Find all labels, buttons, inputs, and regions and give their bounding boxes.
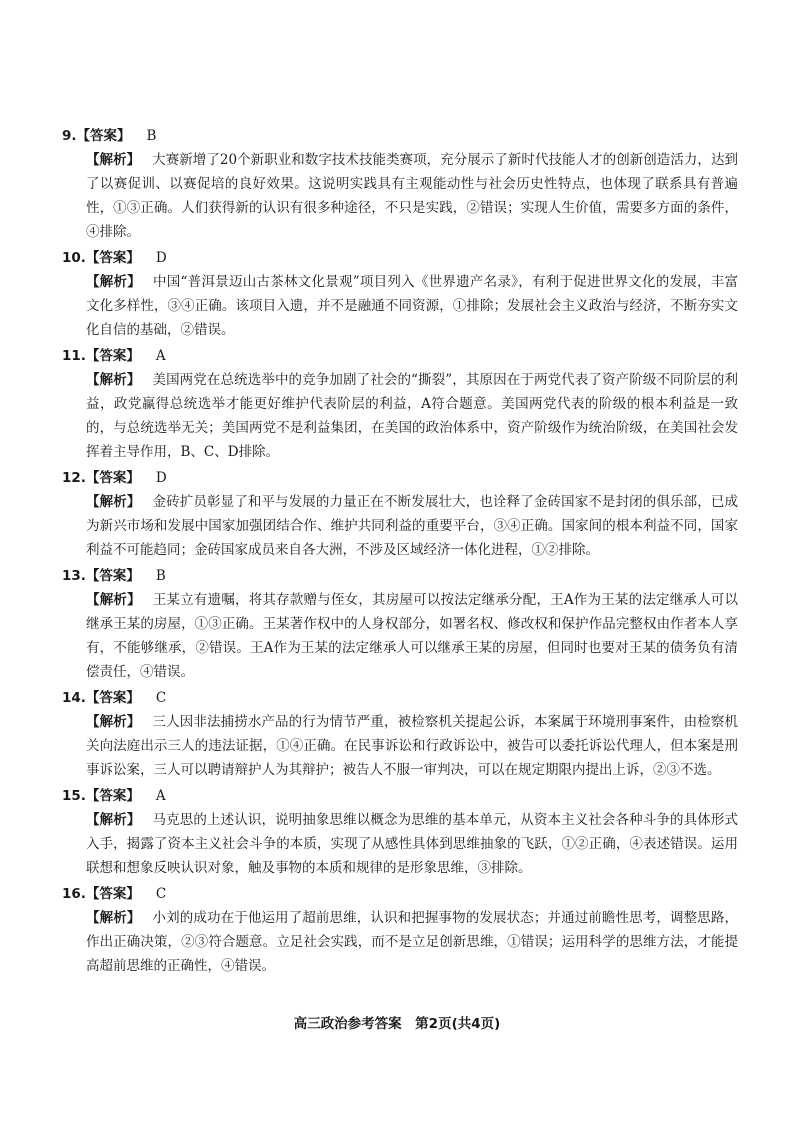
answer-line — [62, 564, 736, 588]
answer-line — [62, 124, 736, 148]
analysis-text: 大赛新增了20个新职业和数字技术技能类赛项，充分展示了新时代技能人才的创新创造活力，达到了以赛促训、以赛促培的良好效果。这说明实践具有主观能动性与社会历史性特点，也体现了联系具有普遍性，①③正确。人们获得新的认识有很多种途径，不只是实践，②错误；实现人生价值，需要多方面的条件，④排除。 — [86, 152, 739, 240]
page-footer: 高三政治参考答案 第2页(共4页) — [293, 1016, 501, 1032]
answer-item-11 — [62, 344, 739, 464]
analysis-block — [86, 588, 738, 684]
analysis-block — [86, 368, 738, 464]
answer-item-16 — [62, 882, 739, 978]
answer-tag: 【答案】 — [85, 886, 140, 902]
answer-value: A — [155, 348, 166, 364]
analysis-block — [86, 270, 738, 342]
analysis-text: 中国“普洱景迈山古茶林文化景观”项目列入《世界遗产名录》，有利于促进世界文化的发展，丰富文化多样性，③④正确。该项目入遗，并不是融通不同资源，①排除；发展社会主义政治与经济，不断夯实文化自信的基础，②错误。 — [86, 274, 739, 338]
question-number: 15. — [62, 788, 86, 804]
answer-value: C — [155, 690, 167, 706]
analysis-text: 三人因非法捕捞水产品的行为情节严重，被检察机关提起公诉，本案属于环境刑事案件，由检察机关向法庭出示三人的违法证据，①④正确。在民事诉讼和行政诉讼中，被告可以委托诉讼代理人，但本案是刑事诉讼案，三人可以聘请辩护人为其辩护；被告人不服一审判决，可以在规定期限内提出上诉，②③不选。 — [86, 714, 739, 778]
analysis-text: 金砖扩员彰显了和平与发展的力量正在不断发展壮大，也诠释了金砖国家不是封闭的俱乐部，已成为新兴市场和发展中国家加强团结合作、维护共同利益的重要平台，③④正确。国家间的根本利益不同，国家利益不可能趋同；金砖国家成员来自各大洲，不涉及区域经济一体化进程，①②排除。 — [86, 494, 739, 558]
analysis-tag: 【解析】 — [86, 910, 141, 926]
answer-tag: 【答案】 — [85, 690, 140, 706]
answer-item-12 — [62, 466, 739, 562]
answer-tag: 【答案】 — [76, 128, 131, 144]
question-number: 12. — [62, 470, 86, 486]
answer-tag: 【答案】 — [85, 250, 140, 266]
answer-tag: 【答案】 — [85, 788, 140, 804]
answer-item-10 — [62, 246, 739, 342]
answer-line — [62, 686, 736, 710]
answer-line — [62, 344, 736, 368]
question-number: 10. — [62, 250, 86, 266]
answer-item-15 — [62, 784, 739, 880]
answer-value: A — [155, 788, 166, 804]
answer-value: D — [155, 250, 167, 266]
analysis-tag: 【解析】 — [86, 372, 141, 388]
analysis-tag: 【解析】 — [86, 592, 141, 608]
question-number: 13. — [62, 568, 86, 584]
question-number: 9. — [62, 128, 77, 144]
analysis-tag: 【解析】 — [86, 812, 141, 828]
answer-tag: 【答案】 — [85, 568, 140, 584]
question-number: 16. — [62, 886, 86, 902]
analysis-text: 王某立有遗嘱，将其存款赠与侄女，其房屋可以按法定继承分配，王A作为王某的法定继承人可以继承王某的房屋，①③正确。王某著作权中的人身权部分，如署名权、修改权和保护作品完整权由作者本人享有，不能够继承，②错误。王A作为王某的法定继承人可以继承王某的房屋，但同时也要对王某的债务负有清偿责任，④错误。 — [86, 592, 739, 680]
answer-line — [62, 882, 736, 906]
answer-value: D — [155, 470, 167, 486]
analysis-block — [86, 906, 738, 978]
analysis-block — [86, 148, 738, 244]
answer-list — [62, 124, 739, 980]
question-number: 11. — [62, 348, 86, 364]
answer-tag: 【答案】 — [85, 470, 140, 486]
analysis-text: 美国两党在总统选举中的竞争加剧了社会的“撕裂”，其原因在于两党代表了资产阶级不同阶层的利益，政党赢得总统选举才能更好维护代表阶层的利益，A符合题意。美国两党代表的阶级的根本利益是一致的，与总统选举无关；美国两党不是利益集团，在美国的政治体系中，资产阶级作为统治阶级，在美国社会发挥着主导作用，B、C、D排除。 — [86, 372, 739, 460]
analysis-tag: 【解析】 — [86, 274, 142, 290]
analysis-tag: 【解析】 — [86, 152, 141, 168]
answer-tag: 【答案】 — [85, 348, 140, 364]
answer-value: B — [146, 128, 157, 144]
answer-item-9 — [62, 124, 739, 244]
answer-line — [62, 466, 736, 490]
analysis-text: 小刘的成功在于他运用了超前思维，认识和把握事物的发展状态；并通过前瞻性思考，调整思路，作出正确决策，②③符合题意。立足社会实践，而不是立足创新思维，①错误；运用科学的思维方法，才能提高超前思维的正确性，④错误。 — [86, 910, 739, 974]
answer-line — [62, 246, 736, 270]
answer-item-13 — [62, 564, 739, 684]
analysis-block — [86, 710, 738, 782]
analysis-block — [86, 490, 738, 562]
analysis-tag: 【解析】 — [86, 714, 141, 730]
answer-value: B — [155, 568, 166, 584]
analysis-block — [86, 808, 738, 880]
question-number: 14. — [62, 690, 86, 706]
analysis-tag: 【解析】 — [86, 494, 141, 510]
analysis-text: 马克思的上述认识，说明抽象思维以概念为思维的基本单元，从资本主义社会各种斗争的具体形式入手，揭露了资本主义社会斗争的本质，实现了从感性具体到思维抽象的飞跃，①②正确，④表述错误。运用联想和想象反映认识对象，触及事物的本质和规律的是形象思维，③排除。 — [86, 812, 739, 876]
answer-item-14 — [62, 686, 739, 782]
answer-line — [62, 784, 736, 808]
answer-value: C — [155, 886, 167, 902]
